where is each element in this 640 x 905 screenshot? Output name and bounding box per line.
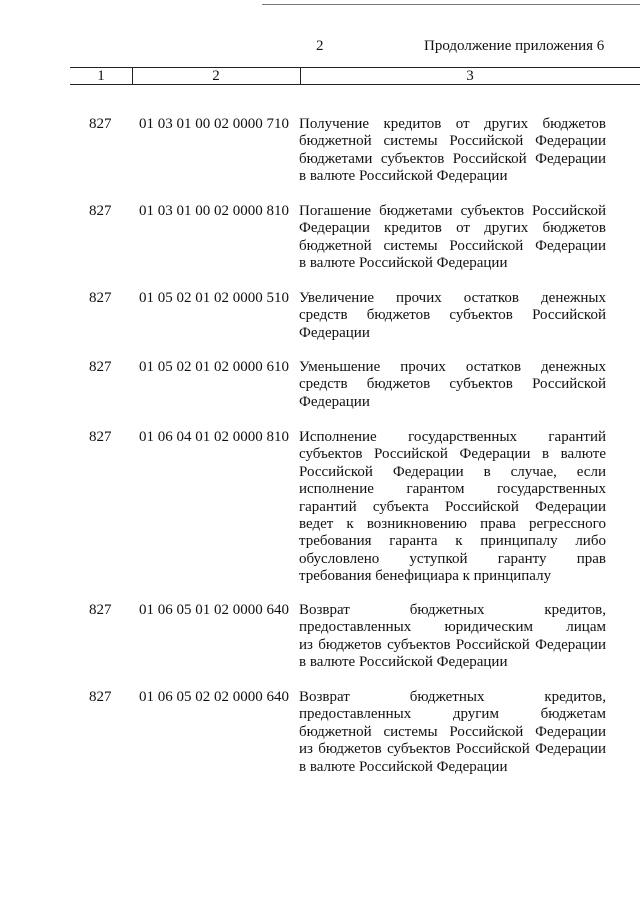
header-column-1: 1 <box>97 68 105 84</box>
description-line: средств бюджетов субъектов Российской <box>299 307 606 324</box>
description-line: ведет к возникновению права регрессного <box>299 516 606 533</box>
description-line: Исполнение государственных гарантий <box>299 429 606 445</box>
admin-code: 827 <box>89 203 112 219</box>
description-line: в валюте Российской Федерации <box>299 758 508 775</box>
appendix-continuation-label: Продолжение приложения 6 <box>424 38 605 54</box>
description-line: Федерации <box>299 393 370 410</box>
row-description <box>299 203 606 273</box>
page-number: 2 <box>316 38 324 54</box>
row-description <box>299 359 606 411</box>
description-line: требования бенефициара к принципалу <box>299 568 552 585</box>
description-line: предоставленных другим бюджетам <box>299 706 606 723</box>
description-line: Уменьшение прочих остатков денежных <box>299 359 606 375</box>
budget-classification-code: 01 06 05 02 02 0000 640 <box>139 689 289 705</box>
admin-code: 827 <box>89 689 112 705</box>
budget-classification-code: 01 06 04 01 02 0000 810 <box>139 429 289 445</box>
description-line: бюджетами субъектов Российской Федерации <box>299 150 606 167</box>
description-line: Федерации <box>299 324 370 341</box>
description-line: бюджетной системы Российской Федерации <box>299 133 606 150</box>
budget-classification-code: 01 03 01 00 02 0000 710 <box>139 116 289 132</box>
description-line: из бюджетов субъектов Российской Федерации <box>299 636 606 653</box>
description-line: бюджетной системы Российской Федерации <box>299 237 606 254</box>
description-line: из бюджетов субъектов Российской Федерации <box>299 741 606 758</box>
description-line: требования гаранта к принципалу либо <box>299 533 606 550</box>
description-line: обусловлено уступкой гаранту прав <box>299 550 606 567</box>
description-line: Получение кредитов от других бюджетов <box>299 116 606 132</box>
budget-classification-code: 01 05 02 01 02 0000 610 <box>139 359 289 375</box>
description-line: Российской Федерации в случае, если <box>299 463 606 480</box>
description-line: Погашение бюджетами субъектов Российской <box>299 203 606 219</box>
header-column-2: 2 <box>212 68 220 84</box>
admin-code: 827 <box>89 602 112 618</box>
budget-classification-code: 01 06 05 01 02 0000 640 <box>139 602 289 618</box>
description-line: предоставленных юридическим лицам <box>299 619 606 636</box>
description-line: средств бюджетов субъектов Российской <box>299 376 606 393</box>
admin-code: 827 <box>89 359 112 375</box>
row-description <box>299 602 606 672</box>
row-description <box>299 689 606 776</box>
description-line: Возврат бюджетных кредитов, <box>299 689 606 705</box>
top-border-line <box>262 4 640 5</box>
table-header <box>70 67 640 87</box>
admin-code: 827 <box>89 429 112 445</box>
budget-classification-code: 01 03 01 00 02 0000 810 <box>139 203 289 219</box>
description-line: в валюте Российской Федерации <box>299 654 508 671</box>
description-line: субъектов Российской Федерации в валюте <box>299 446 606 463</box>
description-line: Федерации кредитов от других бюджетов <box>299 220 606 237</box>
row-description <box>299 429 606 586</box>
description-line: Возврат бюджетных кредитов, <box>299 602 606 618</box>
description-line: Увеличение прочих остатков денежных <box>299 290 606 306</box>
description-line: бюджетной системы Российской Федерации <box>299 723 606 740</box>
row-description <box>299 116 606 186</box>
budget-classification-code: 01 05 02 01 02 0000 510 <box>139 290 289 306</box>
header-bottom-rule <box>70 84 640 85</box>
description-line: в валюте Российской Федерации <box>299 255 508 272</box>
admin-code: 827 <box>89 116 112 132</box>
description-line: исполнение гарантом государственных <box>299 481 606 498</box>
admin-code: 827 <box>89 290 112 306</box>
description-line: гарантий субъекта Российской Федерации <box>299 498 606 515</box>
row-description <box>299 290 606 342</box>
description-line: в валюте Российской Федерации <box>299 168 508 185</box>
header-column-3: 3 <box>466 68 474 84</box>
